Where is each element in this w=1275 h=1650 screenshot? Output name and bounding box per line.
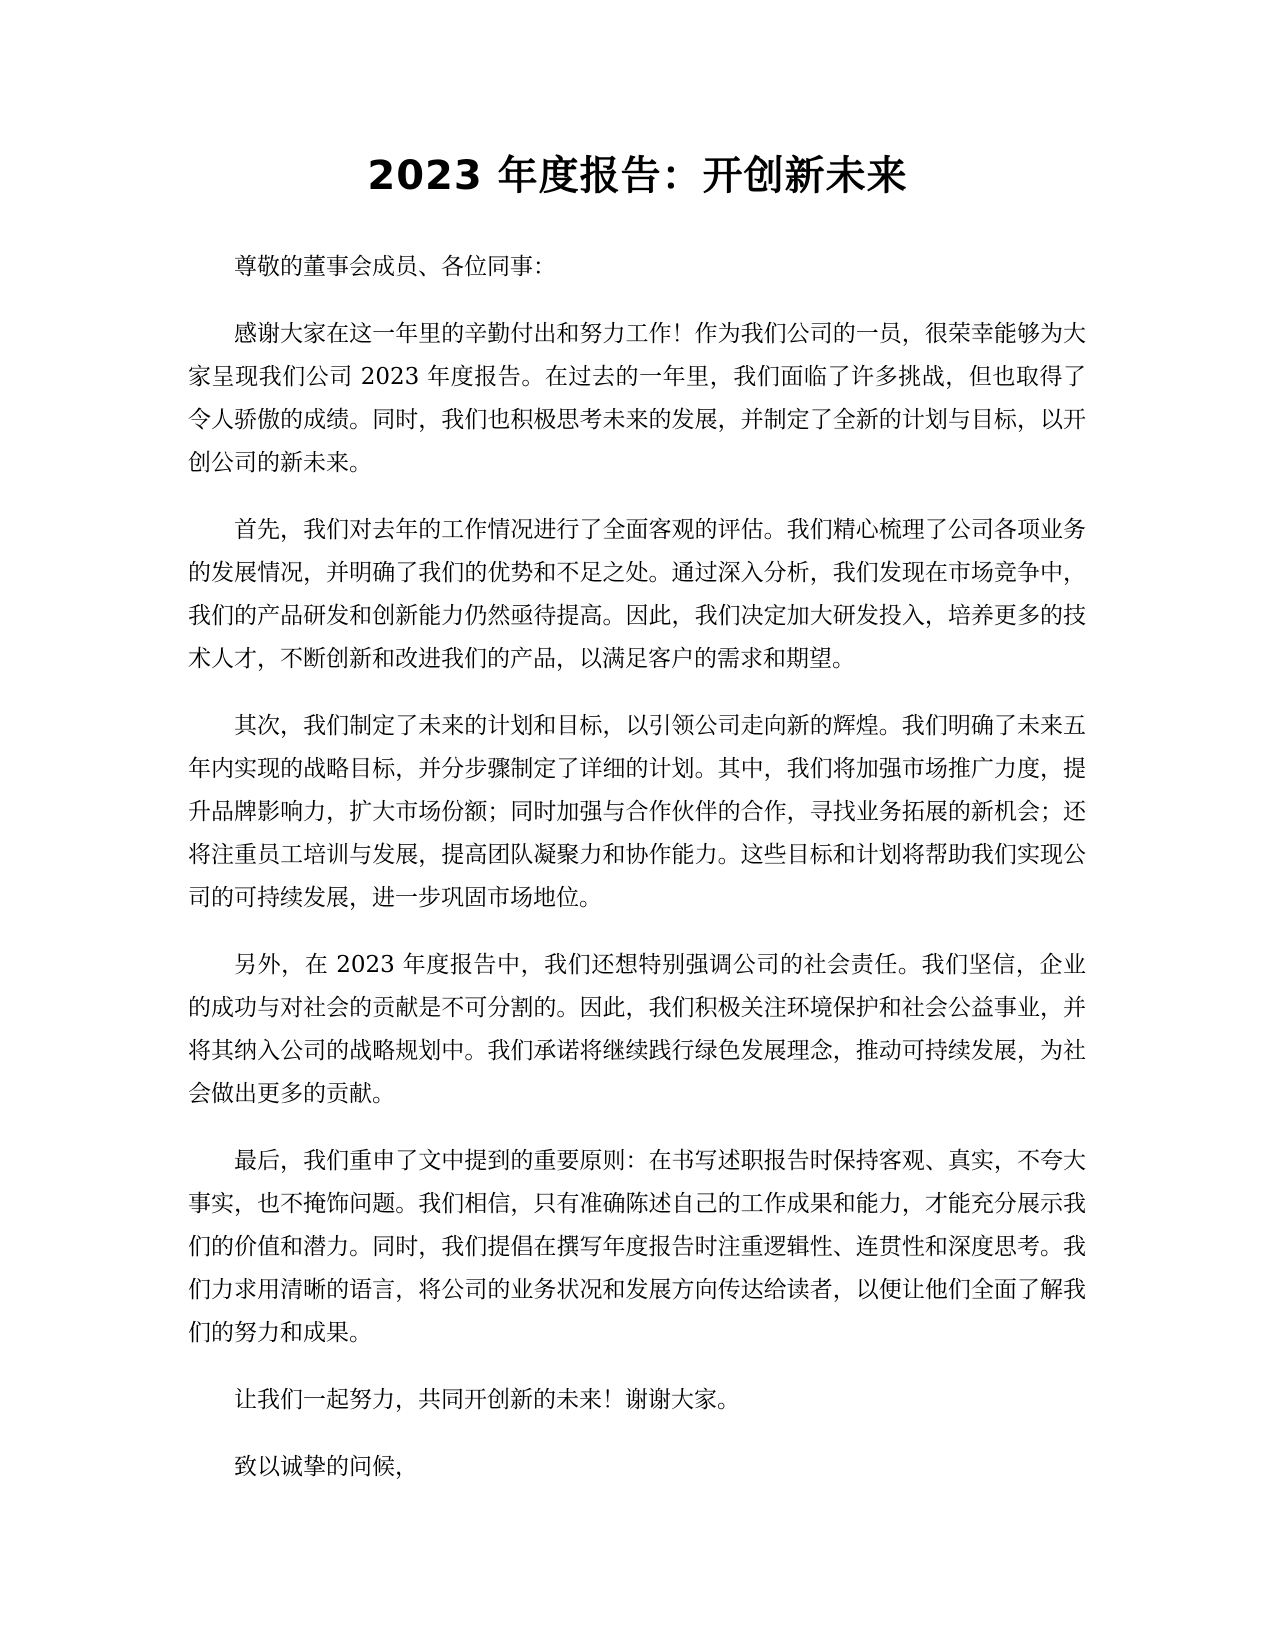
salutation: 尊敬的董事会成员、各位同事：	[234, 254, 556, 280]
paragraph-social-responsibility: 另外，在 2023 年度报告中，我们还想特别强调公司的社会责任。我们坚信，企业的成功与对社会的贡献是不可分割的。因此，我们积极关注环境保护和社会公益事业，并将其纳入公司的战略规划中。我们承诺将继续践行绿色发展理念，推动可持续发展，为社会做出更多的贡献。	[188, 952, 1086, 1107]
paragraph-principles: 最后，我们重申了文中提到的重要原则：在书写述职报告时保持客观、真实，不夸大事实，也不掩饰问题。我们相信，只有准确陈述自己的工作成果和能力，才能充分展示我们的价值和潜力。同时，我们提倡在撰写年度报告时注重逻辑性、连贯性和深度思考。我们力求用清晰的语言，将公司的业务状况和发展方向传达给读者，以便让他们全面了解我们的努力和成果。	[188, 1148, 1086, 1346]
paragraph-closing: 让我们一起努力，共同开创新的未来！谢谢大家。	[234, 1387, 740, 1413]
paragraph-review: 首先，我们对去年的工作情况进行了全面客观的评估。我们精心梳理了公司各项业务的发展情况，并明确了我们的优势和不足之处。通过深入分析，我们发现在市场竞争中，我们的产品研发和创新能力仍然亟待提高。因此，我们决定加大研发投入，培养更多的技术人才，不断创新和改进我们的产品，以满足客户的需求和期望。	[188, 517, 1086, 672]
paragraph-intro: 感谢大家在这一年里的辛勤付出和努力工作！作为我们公司的一员，很荣幸能够为大家呈现我们公司 2023 年度报告。在过去的一年里，我们面临了许多挑战，但也取得了令人骄傲的成绩。同时，我们也积极思考未来的发展，并制定了全新的计划与目标，以开创公司的新未来。	[188, 321, 1086, 476]
paragraph-plans: 其次，我们制定了未来的计划和目标，以引领公司走向新的辉煌。我们明确了未来五年内实现的战略目标，并分步骤制定了详细的计划。其中，我们将加强市场推广力度，提升品牌影响力，扩大市场份额；同时加强与合作伙伴的合作，寻找业务拓展的新机会；还将注重员工培训与发展，提高团队凝聚力和协作能力。这些目标和计划将帮助我们实现公司的可持续发展，进一步巩固市场地位。	[188, 713, 1086, 911]
document-title: 2023 年度报告：开创新未来	[367, 153, 908, 199]
document-body	[188, 246, 1086, 1513]
regards-line: 致以诚挚的问候，	[234, 1454, 418, 1480]
